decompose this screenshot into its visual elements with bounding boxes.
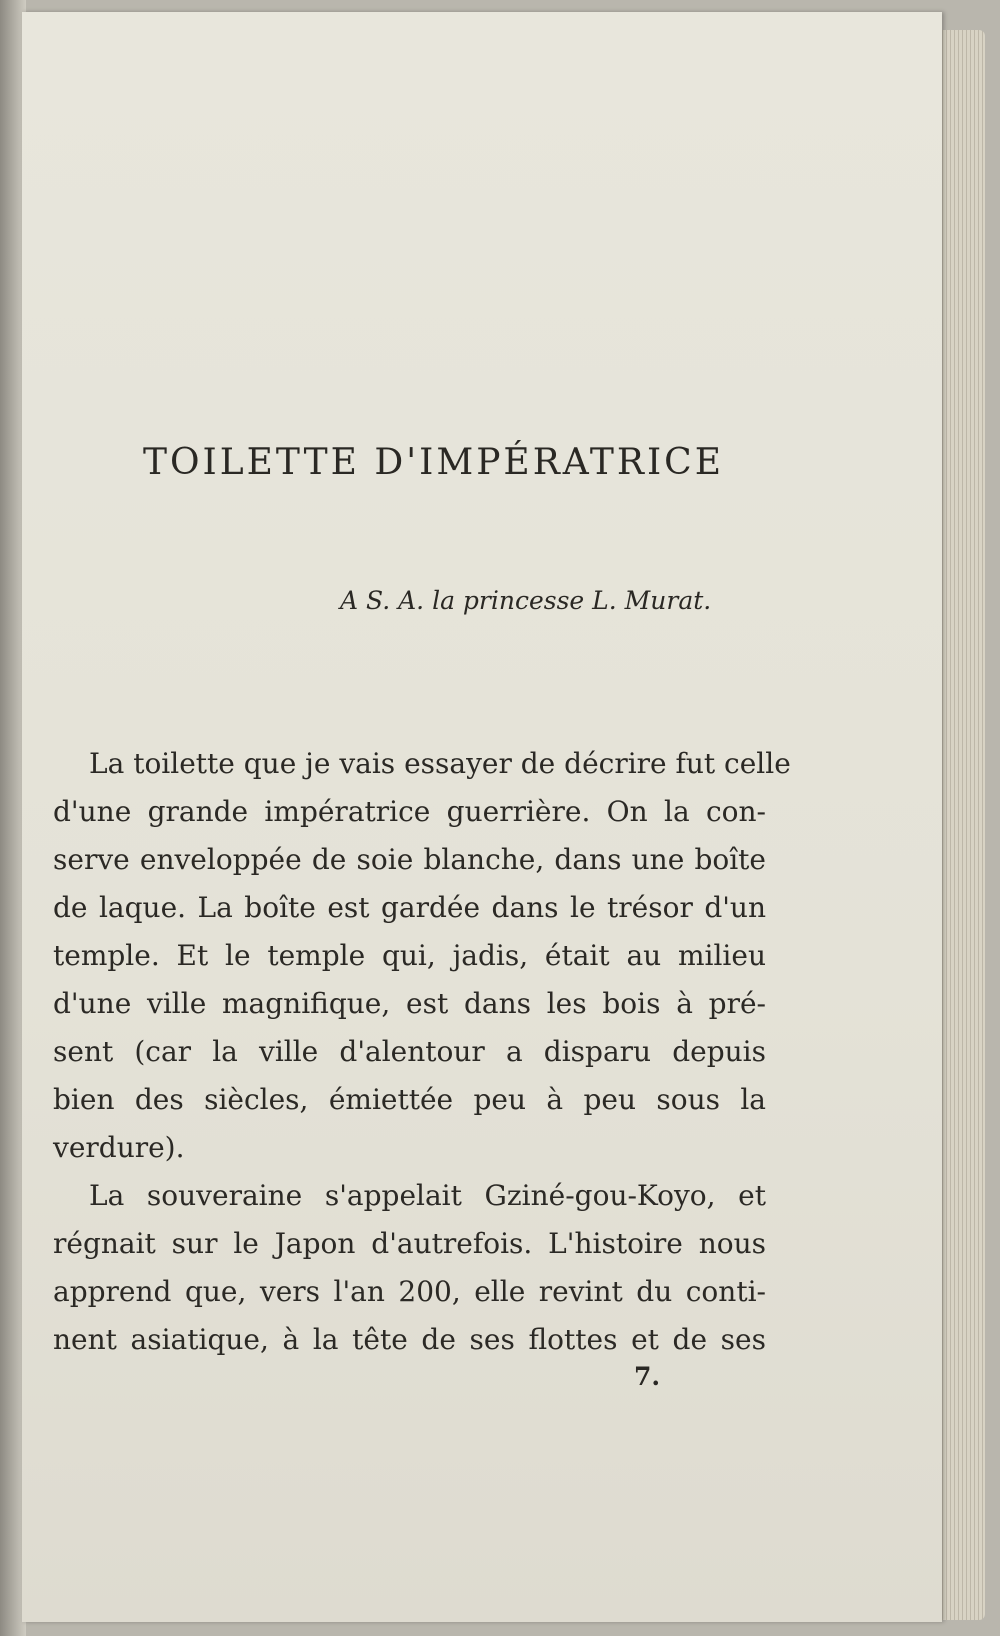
text-line: serve enveloppée de soie blanche, dans une boîte	[53, 843, 766, 876]
text-line: apprend que, vers l'an 200, elle revint du conti-	[53, 1275, 766, 1308]
book-page	[22, 12, 942, 1622]
text-line: La souveraine s'appelait Gziné-gou-Koyo, et	[89, 1179, 766, 1212]
dedication: A S. A. la princesse L. Murat.	[340, 586, 712, 615]
signature-mark: 7.	[634, 1362, 661, 1391]
page-stack-edge	[935, 30, 985, 1620]
text-line: bien des siècles, émiettée peu à peu sous la	[53, 1083, 766, 1116]
body-text	[53, 740, 791, 1364]
text-line: verdure).	[53, 1131, 185, 1164]
text-line: régnait sur le Japon d'autrefois. L'histoire nous	[53, 1227, 766, 1260]
text-line: La toilette que je vais essayer de décrire fut celle	[89, 747, 791, 780]
chapter-title: TOILETTE D'IMPÉRATRICE	[143, 442, 724, 483]
text-line: temple. Et le temple qui, jadis, était au milieu	[53, 939, 766, 972]
text-line: de laque. La boîte est gardée dans le trésor d'un	[53, 891, 766, 924]
text-line: d'une ville magnifique, est dans les bois à pré-	[53, 987, 766, 1020]
text-line: sent (car la ville d'alentour a disparu depuis	[53, 1035, 766, 1068]
text-line: d'une grande impératrice guerrière. On la con-	[53, 795, 766, 828]
text-line: nent asiatique, à la tête de ses flottes et de ses	[53, 1323, 766, 1356]
